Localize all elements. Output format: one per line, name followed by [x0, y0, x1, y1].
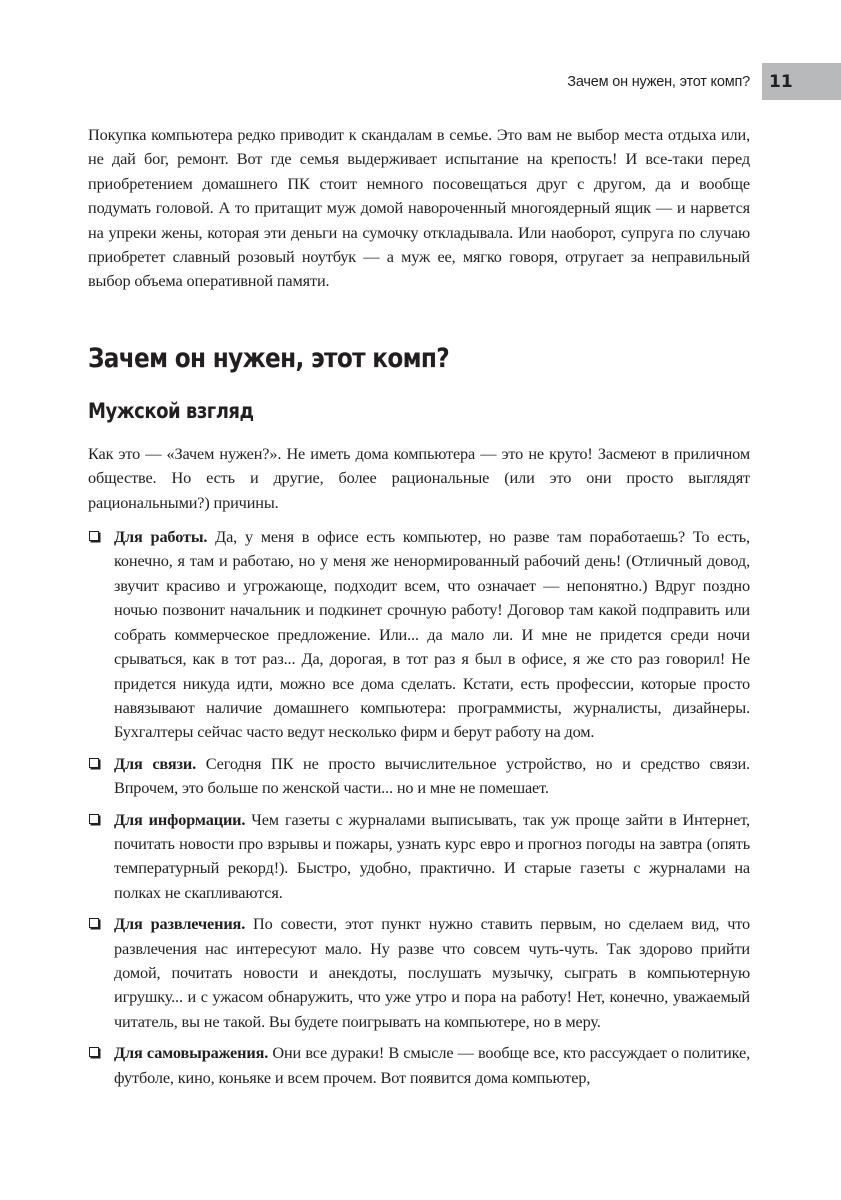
list-item-lead: Для работы.: [114, 527, 208, 547]
running-head: [567, 63, 841, 100]
list-item: [88, 752, 750, 801]
list-item: [88, 912, 750, 1034]
checkbox-bullet-icon: [89, 814, 99, 824]
list-item: [88, 525, 750, 745]
list-item: [88, 808, 750, 906]
section-title: Зачем он нужен, этот комп?: [88, 342, 450, 374]
list-item-text: Они все дураки! В смысле — вообще все, кто рассуждает о политике, футболе, кино, коньяке и всем прочем. Вот появится дома компьютер,: [114, 1043, 750, 1087]
list-item-text: Чем газеты с журналами выписывать, так уж проще зайти в Интернет, почитать новости про взрывы и пожары, узнать курс евро и прогноз погоды на завтра (опять температурный рекорд!). Быстро, удобно, практично. И старые газеты с журналами на полках не скапливаются.: [114, 809, 750, 902]
page-content: [88, 123, 750, 1097]
list-item-text: Сегодня ПК не просто вычислительное устройство, но и средство связи. Впрочем, это больше по женской части... но и мне не помешает.: [114, 753, 750, 798]
list-item-lead: Для информации.: [114, 809, 246, 829]
checkbox-bullet-icon: [89, 758, 99, 768]
intro-paragraph: Покупка компьютера редко приводит к скандалам в семье. Это вам не выбор места отдыха или, не дай бог, ремонт. Вот где семья выдерживает испытание на крепость! И все-таки перед приобретением домашнего ПК стоит немного посовещаться друг с другом, да и вообще подумать головой. А то притащит муж домой навороченный многоядерный ящик — и нарвется на упреки жены, которая эти деньги на сумочку откладывала. Или наоборот, супруга по случаю приобретет славный розовый ноутбук — а муж ее, мягко говоря, отругает за неправильный выбор объема оперативной памяти.: [88, 125, 750, 291]
list-item-lead: Для самовыражения.: [114, 1043, 269, 1063]
running-title: Зачем он нужен, этот комп?: [567, 73, 750, 90]
checkbox-bullet-icon: [89, 531, 99, 541]
list-item-text: По совести, этот пункт нужно ставить первым, но сделаем вид, что развлечения нас интересуют мало. Ну разве что совсем чуть-чуть. Так здорово прийти домой, почитать новости и анекдоты, послушать музычку, сыграть в компьютерную игрушку... и с ужасом обнаружить, что уже утро и пора на работу! Нет, конечно, уважаемый читатель, вы не такой. Вы будете поигрывать на компьютере, но в меру.: [114, 914, 750, 1031]
list-item-text: Да, у меня в офисе есть компьютер, но разве там поработаешь? То есть, конечно, я там и работаю, но у меня же ненормированный рабочий день! (Отличный довод, звучит красиво и угрожающе, подходит всем, что означает — непонятно.) Вдруг поздно ночью позвонит начальник и подкинет срочную работу! Договор там какой подправить или собрать коммерческое предложение. Или... да мало ли. И мне не придется среди ночи срываться, как в тот раз... Да, дорогая, в тот раз я был в офисе, я же сто раз говорил! Не придется никуда идти, можно все дома сделать. Кстати, есть профессии, которые просто навязывают наличие домашнего компьютера: программисты, журналисты, дизайнеры. Бухгалтеры сейчас часто ведут несколько фирм и берут работу на дом.: [114, 527, 750, 742]
list-item-lead: Для развлечения.: [114, 914, 246, 934]
list-item-lead: Для связи.: [114, 753, 197, 773]
lead-paragraph: Как это — «Зачем нужен?». Не иметь дома компьютера — это не круто! Засмеют в приличном обществе. Но есть и другие, более рациональные (или это они просто выглядят рациональными?) причины.: [88, 443, 750, 512]
checkbox-bullet-icon: [89, 1047, 99, 1057]
list-item: [88, 1041, 750, 1090]
subsection-title: Мужской взгляд: [88, 398, 254, 423]
reasons-list: [88, 525, 750, 1090]
checkbox-bullet-icon: [89, 918, 99, 928]
page-number: 11: [762, 63, 841, 100]
